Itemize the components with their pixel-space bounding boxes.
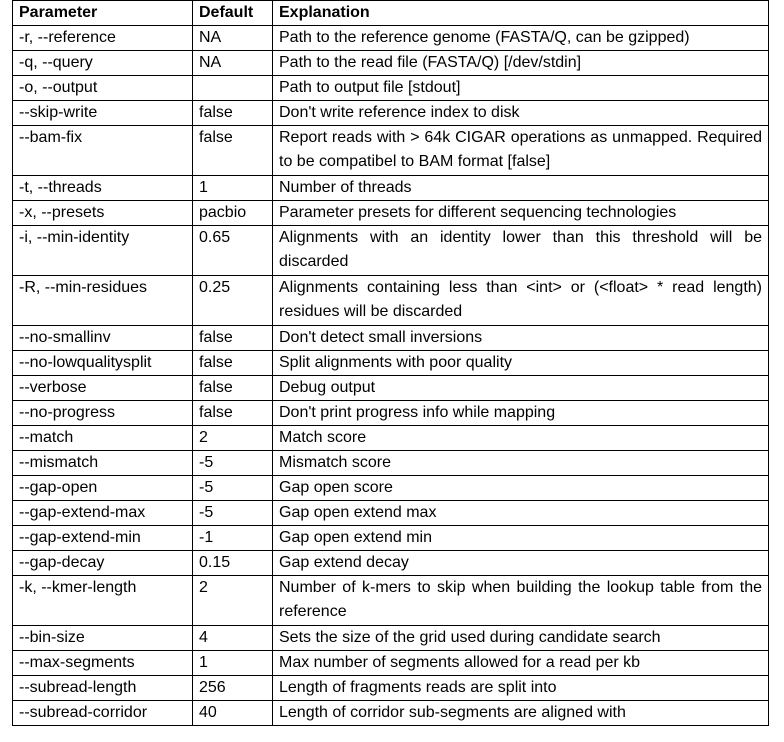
explanation-cell: Alignments containing less than <int> or (<float> * read length) residues will be discarded bbox=[273, 276, 769, 326]
parameter-cell: -k, --kmer-length bbox=[13, 576, 193, 626]
explanation-cell: Path to the reference genome (FASTA/Q, can be gzipped) bbox=[273, 26, 769, 51]
explanation-cell: Number of k-mers to skip when building the lookup table from the reference bbox=[273, 576, 769, 626]
default-cell: -1 bbox=[193, 526, 273, 551]
default-cell: false bbox=[193, 126, 273, 176]
table-row bbox=[13, 276, 769, 326]
parameter-cell: --no-lowqualitysplit bbox=[13, 351, 193, 376]
explanation-cell: Path to the read file (FASTA/Q) [/dev/stdin] bbox=[273, 51, 769, 76]
default-cell: 4 bbox=[193, 626, 273, 651]
parameter-cell: --no-smallinv bbox=[13, 326, 193, 351]
parameter-cell: --verbose bbox=[13, 376, 193, 401]
default-cell: false bbox=[193, 401, 273, 426]
parameter-cell: --subread-corridor bbox=[13, 701, 193, 726]
parameter-cell: --mismatch bbox=[13, 451, 193, 476]
parameter-cell: -q, --query bbox=[13, 51, 193, 76]
header-explanation: Explanation bbox=[273, 1, 769, 26]
parameter-table bbox=[12, 0, 769, 726]
table-row bbox=[13, 426, 769, 451]
parameter-cell: --subread-length bbox=[13, 676, 193, 701]
table-row bbox=[13, 676, 769, 701]
explanation-cell: Length of fragments reads are split into bbox=[273, 676, 769, 701]
table-row bbox=[13, 351, 769, 376]
table-row bbox=[13, 226, 769, 276]
table-row bbox=[13, 76, 769, 101]
default-cell: 0.65 bbox=[193, 226, 273, 276]
table-row bbox=[13, 26, 769, 51]
parameter-cell: --no-progress bbox=[13, 401, 193, 426]
default-cell: 1 bbox=[193, 176, 273, 201]
explanation-cell: Don't print progress info while mapping bbox=[273, 401, 769, 426]
explanation-cell: Split alignments with poor quality bbox=[273, 351, 769, 376]
parameter-cell: --bin-size bbox=[13, 626, 193, 651]
default-cell: -5 bbox=[193, 501, 273, 526]
default-cell: 2 bbox=[193, 576, 273, 626]
parameter-cell: --gap-extend-min bbox=[13, 526, 193, 551]
explanation-cell: Sets the size of the grid used during candidate search bbox=[273, 626, 769, 651]
table-row bbox=[13, 451, 769, 476]
table-row bbox=[13, 651, 769, 676]
default-cell bbox=[193, 76, 273, 101]
table-header bbox=[13, 1, 769, 26]
default-cell: -5 bbox=[193, 476, 273, 501]
table-row bbox=[13, 101, 769, 126]
explanation-cell: Gap open extend min bbox=[273, 526, 769, 551]
default-cell: 0.25 bbox=[193, 276, 273, 326]
explanation-cell: Max number of segments allowed for a read per kb bbox=[273, 651, 769, 676]
table-row bbox=[13, 526, 769, 551]
parameter-cell: --match bbox=[13, 426, 193, 451]
table-row bbox=[13, 126, 769, 176]
table-row bbox=[13, 376, 769, 401]
table-row bbox=[13, 501, 769, 526]
default-cell: NA bbox=[193, 51, 273, 76]
explanation-cell: Debug output bbox=[273, 376, 769, 401]
table-row bbox=[13, 201, 769, 226]
explanation-cell: Match score bbox=[273, 426, 769, 451]
explanation-cell: Gap open extend max bbox=[273, 501, 769, 526]
default-cell: 40 bbox=[193, 701, 273, 726]
explanation-cell: Number of threads bbox=[273, 176, 769, 201]
explanation-cell: Mismatch score bbox=[273, 451, 769, 476]
header-parameter: Parameter bbox=[13, 1, 193, 26]
parameter-cell: -x, --presets bbox=[13, 201, 193, 226]
parameter-cell: -R, --min-residues bbox=[13, 276, 193, 326]
parameter-cell: -o, --output bbox=[13, 76, 193, 101]
table-row bbox=[13, 576, 769, 626]
explanation-cell: Gap open score bbox=[273, 476, 769, 501]
table-row bbox=[13, 551, 769, 576]
parameter-cell: --max-segments bbox=[13, 651, 193, 676]
explanation-cell: Don't write reference index to disk bbox=[273, 101, 769, 126]
parameter-cell: --gap-open bbox=[13, 476, 193, 501]
table-row bbox=[13, 51, 769, 76]
explanation-cell: Length of corridor sub-segments are aligned with bbox=[273, 701, 769, 726]
default-cell: 0.15 bbox=[193, 551, 273, 576]
parameter-cell: -t, --threads bbox=[13, 176, 193, 201]
table-row bbox=[13, 701, 769, 726]
explanation-cell: Path to output file [stdout] bbox=[273, 76, 769, 101]
default-cell: false bbox=[193, 351, 273, 376]
default-cell: 256 bbox=[193, 676, 273, 701]
table-row bbox=[13, 176, 769, 201]
default-cell: false bbox=[193, 101, 273, 126]
table-row bbox=[13, 326, 769, 351]
explanation-cell: Report reads with > 64k CIGAR operations as unmapped. Required to be compatibel to BAM format [false] bbox=[273, 126, 769, 176]
table-row bbox=[13, 401, 769, 426]
explanation-cell: Gap extend decay bbox=[273, 551, 769, 576]
header-default: Default bbox=[193, 1, 273, 26]
table-row bbox=[13, 626, 769, 651]
default-cell: NA bbox=[193, 26, 273, 51]
explanation-cell: Alignments with an identity lower than this threshold will be discarded bbox=[273, 226, 769, 276]
parameter-cell: --bam-fix bbox=[13, 126, 193, 176]
table-row bbox=[13, 476, 769, 501]
parameter-cell: --gap-extend-max bbox=[13, 501, 193, 526]
default-cell: -5 bbox=[193, 451, 273, 476]
default-cell: 2 bbox=[193, 426, 273, 451]
parameter-cell: -i, --min-identity bbox=[13, 226, 193, 276]
header-row bbox=[13, 1, 769, 26]
default-cell: false bbox=[193, 376, 273, 401]
default-cell: false bbox=[193, 326, 273, 351]
parameter-cell: --gap-decay bbox=[13, 551, 193, 576]
explanation-cell: Don't detect small inversions bbox=[273, 326, 769, 351]
table-body bbox=[13, 26, 769, 726]
parameter-cell: -r, --reference bbox=[13, 26, 193, 51]
parameter-cell: --skip-write bbox=[13, 101, 193, 126]
explanation-cell: Parameter presets for different sequencing technologies bbox=[273, 201, 769, 226]
default-cell: 1 bbox=[193, 651, 273, 676]
default-cell: pacbio bbox=[193, 201, 273, 226]
